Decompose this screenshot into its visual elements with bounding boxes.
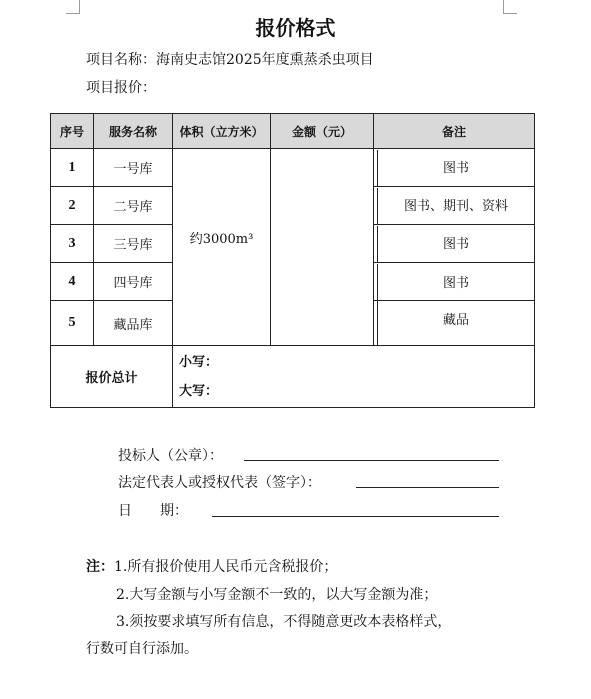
date-label: 日 期： (118, 503, 188, 519)
representative-label: 法定代表人或授权代表（签字）： (118, 475, 321, 491)
total-amount-cell[interactable] (173, 346, 535, 408)
table-row (51, 149, 535, 187)
row-number: 4 (51, 263, 94, 301)
header-service-name: 服务名称 (94, 114, 173, 149)
row-number: 5 (51, 301, 94, 346)
note-line-1 (86, 556, 337, 576)
date-line[interactable] (212, 516, 499, 517)
document-title: 报价格式 (255, 16, 336, 40)
remarks-value: 图书、期刊、资料 (377, 188, 534, 224)
row-number: 1 (51, 149, 94, 187)
table-total-row (51, 346, 535, 408)
remarks-value: 图书 (377, 150, 534, 186)
project-name-label: 项目名称： (86, 52, 156, 68)
row-number: 2 (51, 187, 94, 225)
service-name-cell: 藏品库 (94, 301, 173, 346)
volume-value: 约3000m³ (189, 231, 254, 247)
header-no: 序号 (51, 114, 94, 149)
project-name-line (86, 49, 374, 69)
volume-cell (173, 149, 271, 346)
total-label: 报价总计 (51, 346, 173, 408)
remarks-cell (374, 149, 535, 187)
lowercase-amount-label: 小写： (179, 354, 219, 370)
bidder-label: 投标人（公章）： (118, 448, 223, 464)
table-header-row (51, 114, 535, 149)
remarks-cell (374, 263, 535, 301)
row-number: 3 (51, 225, 94, 263)
service-name-cell: 二号库 (94, 187, 173, 225)
note-continuation: 行数可自行添加。 (86, 641, 198, 657)
bidder-signature-line[interactable] (244, 460, 499, 461)
project-quote-label: 项目报价： (86, 80, 156, 96)
note-item: 1.所有报价使用人民币元含税报价； (114, 559, 338, 575)
remarks-cell (374, 187, 535, 225)
service-name-cell: 四号库 (94, 263, 173, 301)
remarks-cell (374, 225, 535, 263)
header-remarks: 备注 (374, 114, 535, 149)
service-name-cell: 三号库 (94, 225, 173, 263)
header-volume: 体积（立方米） (173, 114, 271, 149)
note-item: 3.须按要求填写所有信息，不得随意更改本表格样式， (116, 614, 452, 630)
service-name-cell: 一号库 (94, 149, 173, 187)
note-item: 2.大写金额与小写金额不一致的，以大写金额为准； (116, 587, 438, 603)
header-amount: 金额（元） (271, 114, 374, 149)
project-name-value: 海南史志馆2025年度熏蒸杀虫项目 (156, 52, 374, 68)
quote-table (50, 113, 535, 408)
remarks-value: 图书 (377, 226, 534, 262)
remarks-cell (374, 301, 535, 346)
uppercase-amount-label: 大写： (179, 383, 219, 399)
amount-cell[interactable] (271, 149, 374, 346)
remarks-value: 藏品 (377, 301, 534, 345)
remarks-value: 图书 (377, 264, 534, 300)
representative-signature-line[interactable] (356, 487, 499, 488)
note-prefix: 注： (86, 559, 114, 575)
